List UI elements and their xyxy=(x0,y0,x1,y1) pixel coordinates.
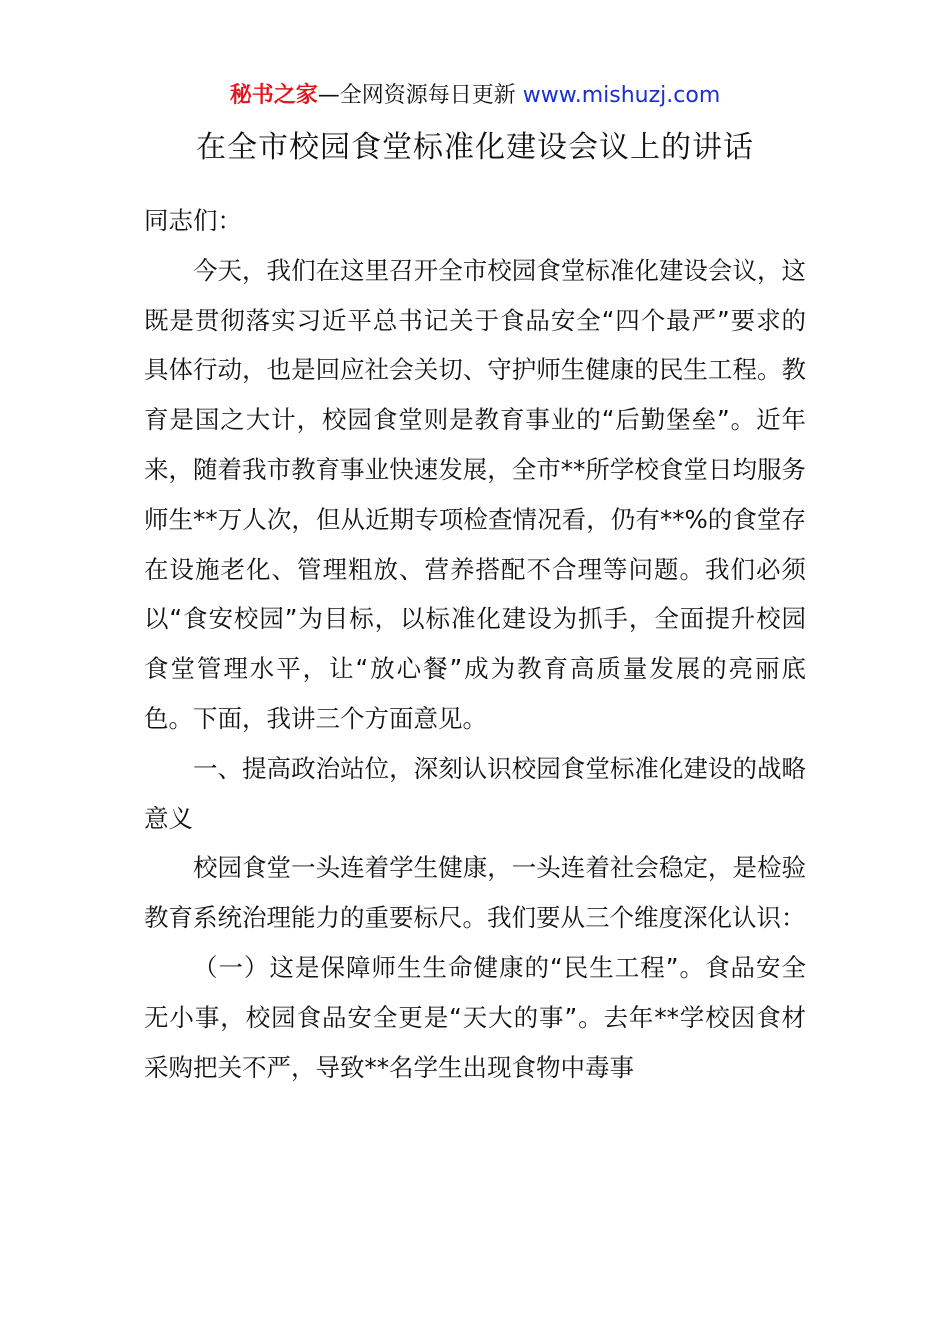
brand-name: 秘书之家 xyxy=(229,83,318,108)
document-title: 在全市校园食堂标准化建设会议上的讲话 xyxy=(196,130,754,165)
paragraph-subsection-1: （一）这是保障师生生命健康的“民生工程”。食品安全无小事，校园食品安全更是“天大的事”。去年**学校因食材采购把关不严，导致**名学生出现食物中毒事 xyxy=(144,952,806,1082)
header-tagline: —全网资源每日更新 xyxy=(317,83,516,108)
document-body xyxy=(144,196,806,1092)
paragraph-section-1: 校园食堂一头连着学生健康，一头连着社会稳定，是检验教育系统治理能力的重要标尺。我们要从三个维度深化认识： xyxy=(144,853,806,933)
page-header xyxy=(0,80,950,112)
salutation: 同志们： xyxy=(144,206,242,235)
site-url-link[interactable]: www.mishuzj.com xyxy=(522,83,721,108)
section-heading-1: 一、提高政治站位，深刻认识校园食堂标准化建设的战略意义 xyxy=(144,753,806,833)
paragraph-intro: 今天，我们在这里召开全市校园食堂标准化建设会议，这既是贯彻落实习近平总书记关于食品安全“四个最严”要求的具体行动，也是回应社会关切、守护师生健康的民生工程。教育是国之大计，校园食堂则是教育事业的“后勤堡垒”。近年来，随着我市教育事业快速发展，全市**所学校食堂日均服务师生**万人次，但从近期专项检查情况看，仍有**%的食堂存在设施老化、管理粗放、营养搭配不合理等问题。我们必须以“食安校园”为目标，以标准化建设为抓手，全面提升校园食堂管理水平，让“放心餐”成为教育高质量发展的亮丽底色。下面，我讲三个方面意见。 xyxy=(144,255,806,733)
